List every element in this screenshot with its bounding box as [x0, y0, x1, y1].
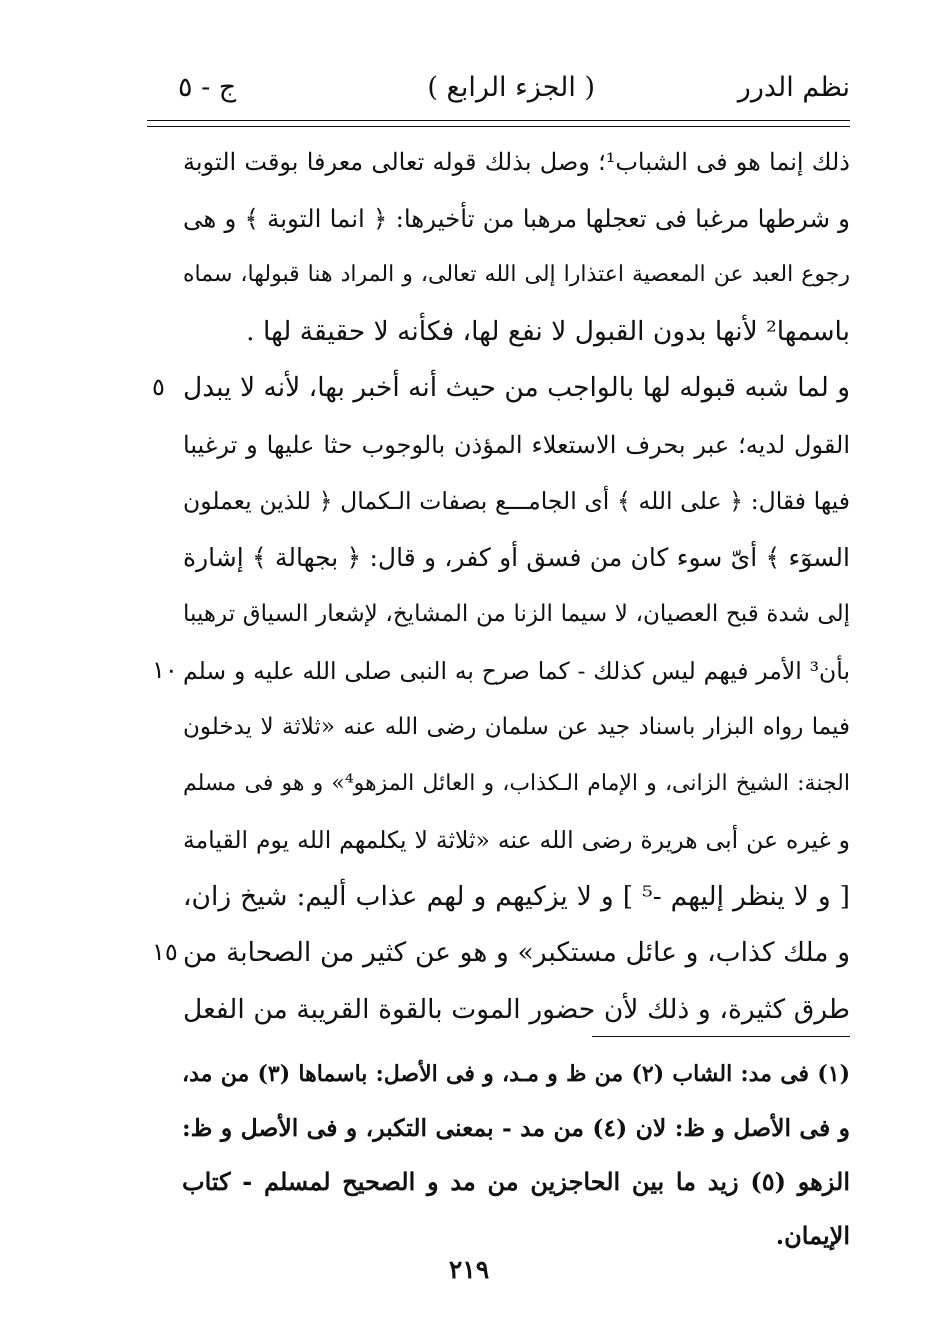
running-header: [150, 70, 850, 110]
footnote-rule: [592, 1036, 850, 1037]
line-number-15: ١٥: [152, 938, 178, 966]
footnote-line: و فى الأصل و ظ: لان (٤) من مد - بمعنى التكبر، و فى الأصل و ظ:: [182, 1114, 850, 1142]
text-line: فيما رواه البزار باسناد جيد عن سلمان رضى الله عنه «ثلاثة لا يدخلون: [183, 714, 850, 740]
header-rule-bottom: [147, 126, 850, 127]
line-number-10: ١٠: [152, 656, 178, 684]
text-line: إلى شدة قبح العصيان، لا سيما الزنا من المشايخ، لإشعار السياق ترهيبا: [183, 601, 850, 627]
text-line: و لما شبه قبوله لها بالواجب من حيث أنه أخبر بها، لأنه لا يبدل: [183, 372, 850, 403]
header-book-title: نظم الدرر: [737, 72, 850, 103]
text-line: السوٓء ﴾ أىّ سوء كان من فسق أو كفر، و قال: ﴿ بجهالة ﴾ إشارة: [183, 542, 850, 572]
text-line: الجنة: الشيخ الزانى، و الإمام الـكذاب، و العائل المزهو⁴» و هو فى مسلم: [183, 770, 850, 796]
footnote-line: الإيمان.: [775, 1221, 850, 1250]
header-volume-number: ج - ٥: [178, 72, 237, 103]
text-line: رجوع العبد عن المعصية اعتذارا إلى الله تعالى، و المراد هنا قبولها، سماه: [183, 262, 850, 287]
footnote-line: (١) فى مد: الشاب (٢) من ظ و مـد، و فى الأصل: باسماها (٣) من مد،: [182, 1061, 850, 1087]
footnotes: [182, 1047, 850, 1263]
page-number: ٢١٩: [448, 1255, 490, 1284]
text-line: و شرطها مرغبا فى تعجلها مرهبا من تأخيرها: ﴿ انما التوبة ﴾ و هى: [183, 203, 850, 233]
main-text: [183, 134, 850, 1038]
text-line: و ملك كذاب، و عائل مستكبر» و هو عن كثير من الصحابة من: [183, 937, 850, 968]
line-number-5: ٥: [152, 373, 165, 401]
text-line: فيها فقال: ﴿ على الله ﴾ أى الجامـــع بصفات الـكمال ﴿ للذين يعملون: [183, 487, 850, 515]
text-line: [ و لا ينظر إليهم -⁵ ] و لا يزكيهم و لهم عذاب أليم: شيخ زان،: [183, 880, 850, 912]
text-line: طرق كثيرة، و ذلك لأن حضور الموت بالقوة القريبة من الفعل: [183, 993, 850, 1025]
text-line: بأن³ الأمر فيهم ليس كذلك - كما صرح به النبى صلى الله عليه و سلم: [183, 656, 850, 685]
text-line: و غيره عن أبى هريرة رضى الله عنه «ثلاثة لا يكلمهم الله يوم القيامة: [183, 826, 850, 854]
header-part-title: ( الجزء الرابع ): [427, 72, 595, 103]
text-line: ذلك إنما هو فى الشباب¹؛ وصل بذلك قوله تعالى معرفا بوقت التوبة: [183, 148, 850, 176]
text-line: باسمها² لأنها بدون القبول لا نفع لها، فكأنه لا حقيقة لها .: [246, 315, 850, 347]
text-line: القول لديه؛ عبر بحرف الاستعلاء المؤذن بالوجوب حثا عليها و ترغيبا: [183, 430, 850, 459]
footnote-line: الزهو (٥) زيد ما بين الحاجزين من مد و الصحيح لمسلم - كتاب: [182, 1167, 850, 1196]
header-rule-top: [147, 120, 850, 121]
